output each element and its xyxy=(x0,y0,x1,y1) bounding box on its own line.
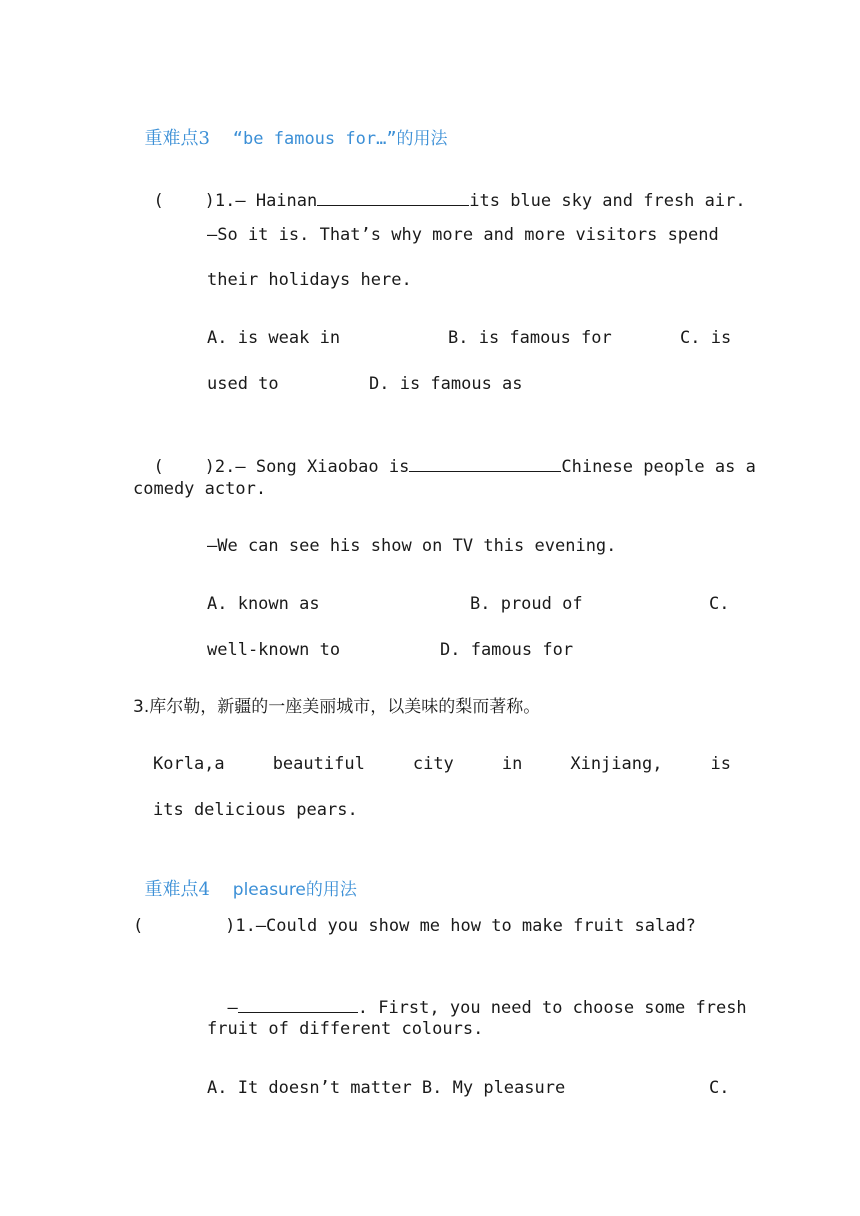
option-a[interactable]: A. is weak in xyxy=(207,328,341,348)
question-2-number: ( )2.— Song Xiaobao is xyxy=(153,457,410,477)
options-a-b[interactable]: A. It doesn’t matter B. My pleasure xyxy=(207,1078,566,1098)
question-1-text: its blue sky and fresh air. xyxy=(469,191,746,211)
word: Xinjiang, xyxy=(570,754,663,774)
option-b[interactable]: B. proud of xyxy=(470,594,583,614)
option-c-continued: used to xyxy=(207,374,279,394)
option-c[interactable]: C. xyxy=(709,594,730,614)
section-3-title-en: “be famous for…”的用法 xyxy=(232,129,448,149)
question-3-sentence-line1 xyxy=(153,753,731,775)
section-4-question-1-reply-line2: fruit of different colours. xyxy=(207,1019,484,1039)
answer-blank[interactable] xyxy=(317,188,469,206)
question-1-number: ( )1.— Hainan xyxy=(153,191,318,211)
section-4-title-cn: 重难点4 xyxy=(144,879,210,900)
section-3-title-cn: 重难点3 xyxy=(144,128,210,149)
question-1-stem xyxy=(133,166,746,212)
answer-blank[interactable] xyxy=(238,995,358,1013)
reply-text: . First, you need to choose some fresh xyxy=(357,998,747,1018)
option-c[interactable]: C. xyxy=(709,1078,730,1098)
question-2-reply: —We can see his show on TV this evening. xyxy=(207,536,617,556)
option-a[interactable]: A. known as xyxy=(207,594,320,614)
word: in xyxy=(501,754,523,774)
option-c[interactable]: C. is xyxy=(680,328,732,348)
option-b[interactable]: B. is famous for xyxy=(448,328,612,348)
word: beautiful xyxy=(272,754,365,774)
question-2-stem xyxy=(133,432,756,478)
question-2-text: Chinese people as a xyxy=(561,457,756,477)
question-3-prompt: 3.库尔勒，新疆的一座美丽城市，以美味的梨而著称。 xyxy=(133,697,541,717)
question-1-reply-line1 xyxy=(207,224,731,246)
question-2-line2: comedy actor. xyxy=(133,479,267,499)
question-1-reply-line2: their holidays here. xyxy=(207,270,412,290)
word: Korla,a xyxy=(153,754,225,774)
option-d[interactable]: D. famous for xyxy=(440,640,574,660)
section-4-question-1-reply xyxy=(207,973,747,1019)
option-d[interactable]: D. is famous as xyxy=(369,374,523,394)
section-3-heading xyxy=(133,106,448,150)
reply-text: —So it is. That’s why more and more visitors spend xyxy=(207,225,719,245)
section-4-heading xyxy=(133,857,357,901)
option-c-continued: well-known to xyxy=(207,640,341,660)
section-4-question-1-stem: ( )1.—Could you show me how to make fruit salad? xyxy=(133,916,696,936)
answer-blank[interactable] xyxy=(409,454,561,472)
section-4-title-en: pleasure的用法 xyxy=(232,880,357,900)
question-3-sentence-line2: its delicious pears. xyxy=(153,800,358,820)
word: city xyxy=(412,754,454,774)
word: is xyxy=(710,754,731,774)
dash: — xyxy=(227,998,238,1018)
